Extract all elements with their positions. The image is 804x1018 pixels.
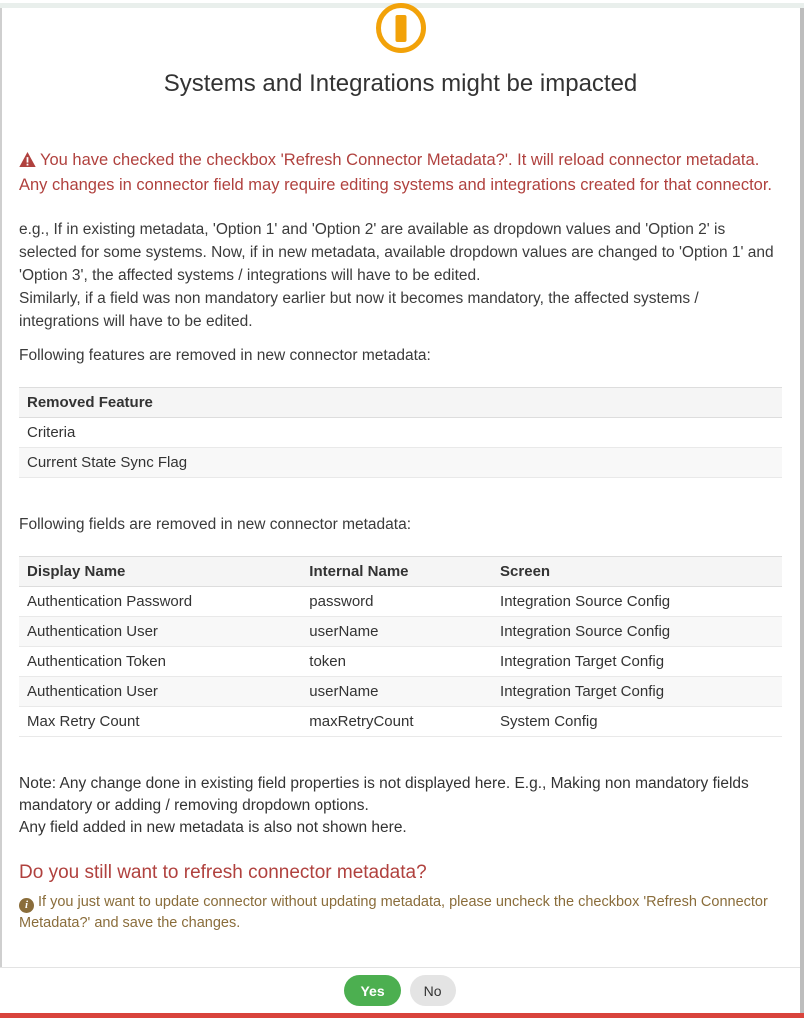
internal-name-cell: password bbox=[301, 587, 492, 617]
info-circle-icon: i bbox=[19, 898, 34, 913]
table-row bbox=[19, 677, 782, 707]
column-header-screen: Screen bbox=[492, 557, 782, 587]
explanation-paragraph-2: Similarly, if a field was non mandatory earlier but now it becomes mandatory, the affected systems / integrations will have to be edited. bbox=[19, 290, 699, 330]
exclamation-circle-icon bbox=[376, 3, 426, 53]
yes-button[interactable]: Yes bbox=[344, 975, 400, 1006]
no-button[interactable]: No bbox=[410, 975, 456, 1006]
screen-cell: Integration Target Config bbox=[492, 647, 782, 677]
display-name-cell: Authentication Password bbox=[19, 587, 301, 617]
confirm-question: Do you still want to refresh connector metadata? bbox=[19, 862, 427, 883]
screen-cell: System Config bbox=[492, 707, 782, 737]
internal-name-cell: userName bbox=[301, 617, 492, 647]
note-text bbox=[19, 773, 782, 839]
warning-line-1: You have checked the checkbox 'Refresh Connector Metadata?'. It will reload connector metadata. bbox=[40, 151, 760, 169]
removed-features-table bbox=[19, 387, 782, 478]
scrollbar[interactable] bbox=[800, 8, 804, 1013]
internal-name-cell: userName bbox=[301, 677, 492, 707]
screen-cell: Integration Source Config bbox=[492, 587, 782, 617]
display-name-cell: Authentication User bbox=[19, 677, 301, 707]
fields-intro: Following fields are removed in new connector metadata: bbox=[19, 516, 412, 533]
features-intro: Following features are removed in new connector metadata: bbox=[19, 347, 431, 364]
table-row bbox=[19, 617, 782, 647]
table-row bbox=[19, 448, 782, 478]
warning-message bbox=[19, 149, 782, 197]
internal-name-cell: token bbox=[301, 647, 492, 677]
column-header-display-name: Display Name bbox=[19, 557, 301, 587]
warning-line-2: Any changes in connector field may require editing systems and integrations created for that connector. bbox=[19, 176, 773, 194]
explanation bbox=[19, 218, 782, 333]
feature-cell: Criteria bbox=[19, 418, 782, 448]
table-row bbox=[19, 418, 782, 448]
table-row bbox=[19, 647, 782, 677]
table-row bbox=[19, 707, 782, 737]
warning-triangle-icon bbox=[19, 151, 36, 174]
info-message bbox=[19, 892, 782, 934]
dialog-content bbox=[0, 3, 800, 934]
note-line-1: Note: Any change done in existing field properties is not displayed here. E.g., Making non mandatory fields mandatory or adding / removing dropdown options. bbox=[19, 775, 749, 814]
screen-cell: Integration Source Config bbox=[492, 617, 782, 647]
dialog-footer bbox=[0, 967, 800, 1013]
display-name-cell: Authentication Token bbox=[19, 647, 301, 677]
note-line-2: Any field added in new metadata is also not shown here. bbox=[19, 819, 407, 836]
removed-fields-table bbox=[19, 556, 782, 737]
display-name-cell: Max Retry Count bbox=[19, 707, 301, 737]
column-header-removed-feature: Removed Feature bbox=[19, 388, 782, 418]
info-text: If you just want to update connector without updating metadata, please uncheck the checkbox 'Refresh Connector Metadata?' and save the changes. bbox=[19, 894, 768, 931]
feature-cell: Current State Sync Flag bbox=[19, 448, 782, 478]
page-title: Systems and Integrations might be impacted bbox=[163, 70, 638, 97]
column-header-internal-name: Internal Name bbox=[301, 557, 492, 587]
bottom-accent-bar bbox=[0, 1013, 804, 1018]
table-row bbox=[19, 587, 782, 617]
explanation-paragraph-1: e.g., If in existing metadata, 'Option 1' and 'Option 2' are available as dropdown values and 'Option 2' is selected for some systems. Now, if in new metadata, available dropdown values are changed to 'Option 1' and 'Option 3', the affected systems / integrations will have to be edited. bbox=[19, 221, 774, 284]
internal-name-cell: maxRetryCount bbox=[301, 707, 492, 737]
display-name-cell: Authentication User bbox=[19, 617, 301, 647]
left-edge-border bbox=[0, 8, 2, 1013]
screen-cell: Integration Target Config bbox=[492, 677, 782, 707]
